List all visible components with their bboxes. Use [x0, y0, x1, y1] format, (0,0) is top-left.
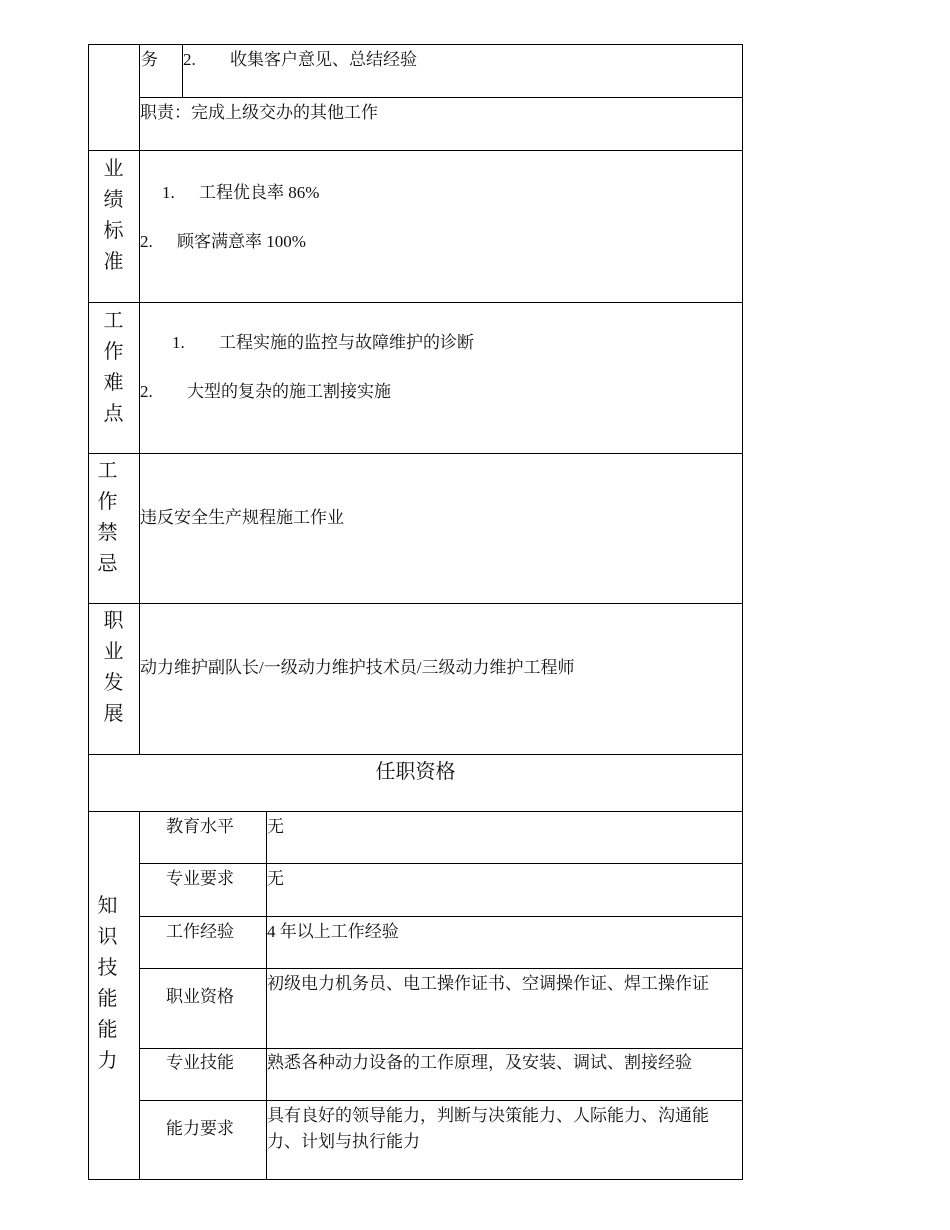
performance-label: 业 绩 标 准 [103, 158, 124, 273]
qualifications-heading: 任职资格 [375, 761, 456, 783]
performance-item-2-number: 2. [140, 232, 153, 251]
duties-label-cell [88, 44, 140, 151]
qual-row-ability-value: 具有良好的领导能力，判断与决策能力、人际能力、沟通能力、计划与执行能力 [267, 1106, 709, 1151]
career-text: 动力维护副队长/一级动力维护技术员/三级动力维护工程师 [140, 658, 575, 677]
qual-row-education-label: 教育水平 [166, 817, 234, 836]
qual-row-education-value: 无 [267, 817, 284, 836]
difficulties-item-2-number: 2. [140, 382, 153, 401]
qual-row-experience-label: 工作经验 [166, 922, 234, 941]
qual-row-certificates-label: 职业资格 [166, 987, 234, 1006]
performance-item-2-text: 顾客满意率 100% [177, 232, 306, 251]
duties-row1-label: 务 [141, 50, 158, 69]
duties-row1-text: 收集客户意见、总结经验 [230, 50, 417, 69]
performance-content-cell [139, 150, 743, 303]
career-label: 职 业 发 展 [103, 610, 124, 725]
difficulties-label: 工 作 难 点 [103, 310, 124, 425]
qual-row-major-value: 无 [267, 869, 284, 888]
difficulties-item-2-text: 大型的复杂的施工割接实施 [187, 382, 391, 401]
performance-item-1-number: 1. [162, 183, 175, 202]
performance-item-1-text: 工程优良率 86% [199, 183, 320, 202]
difficulties-item-1-text: 工程实施的监控与故障维护的诊断 [219, 333, 474, 352]
knowledge-skills-label: 知 识 技 能 能 力 [97, 895, 118, 1072]
qual-row-skills-value: 熟悉各种动力设备的工作原理，及安装、调试、割接经验 [267, 1053, 692, 1072]
qual-row-major-value-cell [266, 863, 743, 917]
qual-row-major-label: 专业要求 [166, 869, 234, 888]
qual-row-experience-value: 4 年以上工作经验 [267, 922, 399, 941]
duties-row1-number: 2. [183, 50, 196, 69]
taboos-text: 违反安全生产规程施工作业 [140, 508, 344, 527]
qual-row-ability-label: 能力要求 [166, 1119, 234, 1138]
difficulties-item-1-number: 1. [172, 333, 185, 352]
qual-row-skills-label: 专业技能 [166, 1053, 234, 1072]
taboos-label: 工 作 禁 忌 [97, 460, 118, 575]
duties-row2-text: 职责：完成上级交办的其他工作 [140, 103, 378, 122]
qual-row-education-value-cell [266, 811, 743, 864]
qual-row-certificates-value: 初级电力机务员、电工操作证书、空调操作证、焊工操作证 [267, 974, 709, 993]
difficulties-content-cell [139, 302, 743, 454]
